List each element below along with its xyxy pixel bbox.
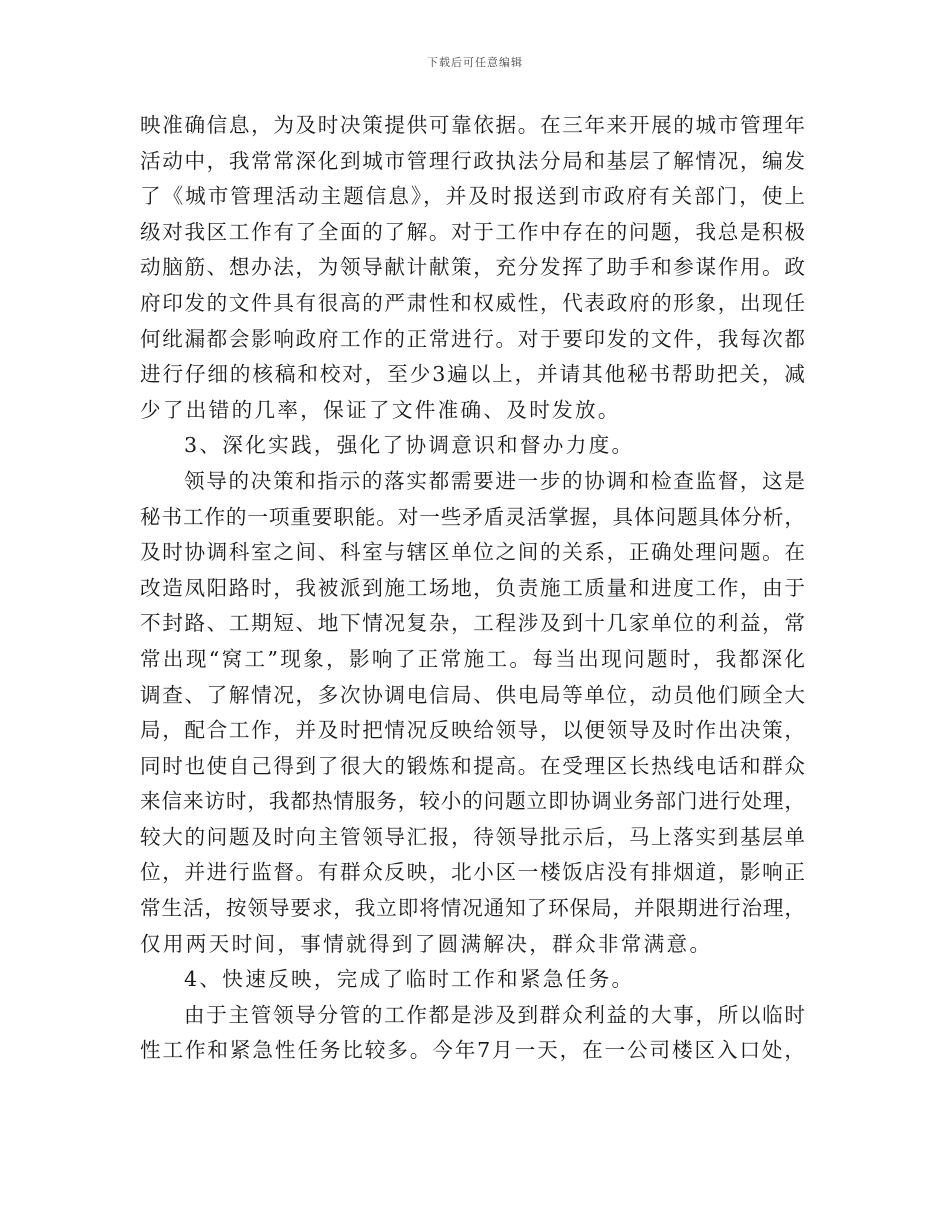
text-line: 级对我区工作有了全面的了解。对于工作中存在的问题，我总是积极 [140, 219, 805, 244]
text-line: 仅用两天时间，事情就得到了圆满解决，群众非常满意。 [140, 931, 713, 956]
text-line: 同时也使自己得到了很大的锻炼和提高。在受理区长热线电话和群众 [140, 753, 805, 778]
text-line: 4、快速反映，完成了临时工作和紧急任务。 [184, 967, 635, 992]
text-line: 领导的决策和指示的落实都需要进一步的协调和检查监督，这是 [184, 468, 805, 493]
text-line: 较大的问题及时向主管领导汇报，待领导批示后，马上落实到基层单 [140, 824, 805, 849]
text-line: 改造凤阳路时，我被派到施工场地，负责施工质量和进度工作，由于 [140, 575, 805, 600]
text-line: 常出现“窝工”现象，影响了正常施工。每当出现问题时，我都深化 [140, 646, 805, 671]
text-line: 常生活，按领导要求，我立即将情况通知了环保局，并限期进行治理， [140, 896, 805, 921]
text-line: 少了出错的几率，保证了文件准确、及时发放。 [140, 397, 621, 422]
page-header: 下载后可任意编辑 [427, 56, 523, 69]
text-line: 了《城市管理活动主题信息》，并及时报送到市政府有关部门，使上 [140, 184, 805, 209]
text-line: 映准确信息，为及时决策提供可靠依据。在三年来开展的城市管理年 [140, 113, 805, 137]
text-line: 3、深化实践，强化了协调意识和督办力度。 [184, 433, 635, 458]
text-line: 由于主管领导分管的工作都是涉及到群众利益的大事，所以临时 [184, 1002, 805, 1027]
text-line: 位，并进行监督。有群众反映，北小区一楼饭店没有排烟道，影响正 [140, 860, 805, 885]
text-line: 性工作和紧急性任务比较多。今年7月一天，在一公司楼区入口处， [140, 1038, 805, 1063]
text-line: 何纰漏都会影响政府工作的正常进行。对于要印发的文件，我每次都 [140, 326, 805, 351]
text-line: 府印发的文件具有很高的严肃性和权威性，代表政府的形象，出现任 [140, 290, 805, 315]
text-line: 来信来访时，我都热情服务，较小的问题立即协调业务部门进行处理， [140, 789, 805, 814]
text-line: 不封路、工期短、地下情况复杂，工程涉及到十几家单位的利益，常 [140, 611, 805, 636]
text-line: 调查、了解情况，多次协调电信局、供电局等单位，动员他们顾全大 [140, 682, 805, 707]
text-line: 秘书工作的一项重要职能。对一些矛盾灵活掌握，具体问题具体分析， [140, 504, 805, 529]
text-line: 活动中，我常常深化到城市管理行政执法分局和基层了解情况，编发 [140, 148, 805, 173]
text-line: 进行仔细的核稿和校对，至少3遍以上，并请其他秘书帮助把关，减 [140, 362, 805, 387]
body-text [140, 108, 805, 1069]
text-line: 动脑筋、想办法，为领导献计献策，充分发挥了助手和参谋作用。政 [140, 255, 805, 280]
text-line: 及时协调科室之间、科室与辖区单位之间的关系，正确处理问题。在 [140, 540, 805, 565]
text-line: 局，配合工作，并及时把情况反映给领导，以便领导及时作出决策， [140, 718, 805, 743]
